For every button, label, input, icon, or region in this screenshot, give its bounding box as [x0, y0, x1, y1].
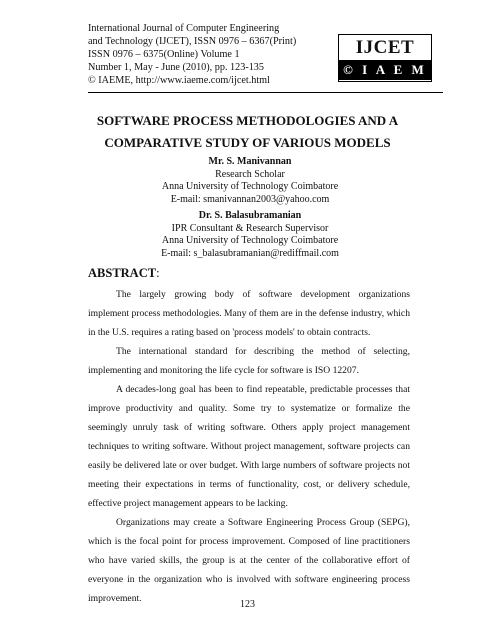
- journal-logo: [338, 34, 432, 97]
- page-number: 123: [240, 599, 255, 610]
- paper-title-line-1: SOFTWARE PROCESS METHODOLOGIES AND A: [96, 113, 399, 128]
- header-line: International Journal of Computer Engineering: [88, 23, 280, 34]
- header-line: ISSN 0976 – 6375(Online) Volume 1: [88, 49, 240, 60]
- author-block-1: [100, 156, 400, 206]
- author-affiliation: Anna University of Technology Coimbatore: [161, 181, 339, 192]
- author-role: IPR Consultant & Research Supervisor: [171, 222, 329, 234]
- abstract-paragraph: The largely growing body of software development organizations implement process methodologies. Many of them are in the defense industry, which in the U.S. requires a rating based on 'process models' to obtain contracts.: [88, 289, 410, 338]
- author-affiliation: Anna University of Technology Coimbatore: [161, 235, 339, 246]
- author-block-2: [100, 210, 400, 260]
- author-email: E-mail: smanivannan2003@yahoo.com: [170, 193, 330, 205]
- abstract-body: [88, 285, 410, 608]
- header-divider: [88, 92, 443, 93]
- abstract-paragraph: A decades-long goal has been to find repeatable, predictable processes that improve productivity and quality. Some try to systematize or formalize the seemingly unruly task of writing software. Others apply project management techniques to writing software. Without project management, software projects can easily be delivered late or over budget. With large numbers of software projects not meeting their expectations in terms of functionality, cost, or delivery schedule, effective project management appears to be lacking.: [88, 384, 410, 509]
- abstract-heading-text: ABSTRACT: [88, 266, 157, 280]
- abstract-heading: [88, 266, 160, 281]
- header-line: Number 1, May - June (2010), pp. 123-135: [88, 62, 264, 73]
- header-line: and Technology (IJCET), ISSN 0976 – 6367(Print): [88, 36, 297, 47]
- author-role: Research Scholar: [215, 168, 285, 180]
- paper-title-line-2: COMPARATIVE STUDY OF VARIOUS MODELS: [104, 135, 391, 150]
- abstract-paragraph: The international standard for describing the method of selecting, implementing and monitoring the life cycle for software is ISO 12207.: [88, 346, 410, 376]
- author-email: E-mail: s_balasubramanian@rediffmail.com: [161, 247, 339, 259]
- logo-publisher: © I A E M E: [339, 60, 431, 80]
- header-line: © IAEME, http://www.iaeme.com/ijcet.html: [88, 75, 270, 86]
- abstract-heading-colon: :: [156, 266, 160, 280]
- abstract-paragraph: Organizations may create a Software Engineering Process Group (SEPG), which is the focal point for process improvement. Composed of line practitioners who have varied skills, the group is at the center of the collaborative effort of everyone in the organization who is involved with software engineering process improvement.: [88, 517, 410, 604]
- logo-title: IJCET: [355, 37, 415, 58]
- author-name: Dr. S. Balasubramanian: [198, 210, 302, 221]
- author-name: Mr. S. Manivannan: [208, 156, 292, 167]
- paper-title: [60, 110, 435, 154]
